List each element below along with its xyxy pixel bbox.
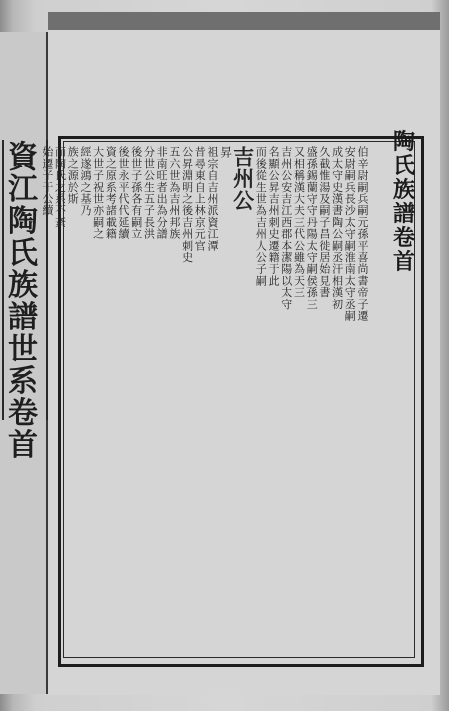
text-column: 大世子祝世亦嗣之 (91, 146, 105, 240)
text-column: 名顯公昇吉州刺史遷籍于此 (267, 146, 281, 287)
text-column: 伯辛尉嗣兵嗣元孫平喜尚書帝子遷 (356, 146, 369, 322)
left-title-char: 族 (8, 268, 38, 303)
text-column: 分世公生五子長洪 (142, 146, 156, 240)
heading-char: 陶 (392, 129, 415, 155)
text-column: 安尉嗣兵長沙太守嗣淮南太守丞嗣 (343, 146, 357, 322)
text-column: 盛孫錫蘭守守丹陽太守嗣侯孫三 (305, 146, 319, 310)
left-title-char: 陶 (8, 204, 38, 239)
text-columns (40, 146, 369, 651)
heading-char: 氏 (392, 153, 415, 179)
left-page-title (3, 140, 43, 463)
left-title-char: 世 (8, 332, 38, 367)
left-title-char: 氏 (8, 236, 38, 271)
heading-char: 譜 (392, 201, 415, 227)
text-column: 昔尋東自上林京元官 (193, 146, 207, 252)
text-column: 祖宗自吉州派資江潭 (205, 146, 219, 252)
text-column: 公昇淵明之後吉州刺史 (180, 146, 194, 263)
section-subtitle: 昇 (218, 146, 233, 159)
text-column: 後世永平代代延續 (117, 146, 131, 240)
text-column: 經遂鴻之基乃 (78, 146, 92, 217)
heading-char: 首 (392, 249, 415, 275)
heading-char: 卷 (392, 225, 415, 251)
text-column: 始遷子于公續 (40, 146, 54, 217)
text-column: 成太守史漢書陶公嗣丞汗相漢初 (330, 146, 344, 310)
section-title: 吉州公 (230, 146, 256, 212)
left-title-char: 系 (8, 364, 38, 399)
left-title-char: 江 (8, 172, 38, 207)
text-column: 久截惟湯及嗣子昌徙居始見書 (317, 146, 331, 299)
left-title-char: 譜 (8, 300, 38, 335)
text-column: 非南旺者出為分譜 (155, 146, 169, 240)
text-column: 五六世為吉州邦族 (167, 146, 181, 240)
page-heading (389, 130, 419, 274)
text-column: 吉州公安吉江西郡本潔陽以太守 (279, 146, 293, 310)
text-column: 又相稱漢大夫三代公雖為天三 (292, 146, 306, 299)
text-column: 而後從生世為吉州人公子嗣 (254, 146, 268, 287)
text-column: 後世子孫各有嗣立 (129, 146, 143, 240)
left-title-char: 卷 (8, 396, 38, 431)
text-column: 族之源於斯 (66, 146, 80, 205)
text-column: 資之原系考諸載籍 (104, 146, 118, 240)
top-fold-shadow (48, 12, 440, 30)
heading-char: 族 (392, 177, 415, 203)
left-title-char: 首 (8, 428, 38, 463)
text-column: 而陶氏之系不紊 (53, 146, 67, 228)
left-title-char: 資 (8, 140, 38, 175)
